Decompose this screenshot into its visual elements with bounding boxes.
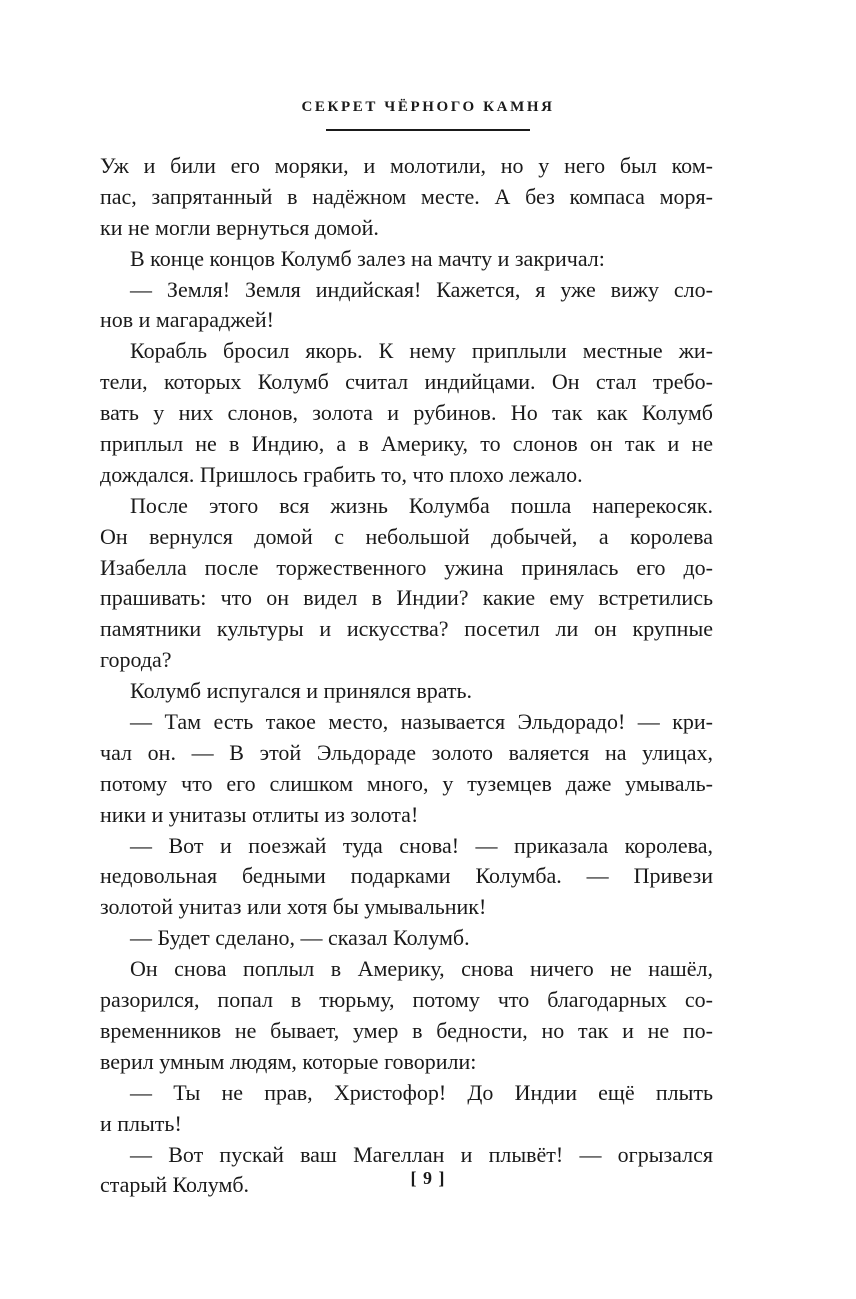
text-line: ники и унитазы отлиты из золота! bbox=[100, 801, 419, 827]
text-line: После этого вся жизнь Колумба пошла наперекосяк. bbox=[130, 492, 713, 518]
text-line: дождался. Пришлось грабить то, что плохо лежало. bbox=[100, 461, 583, 487]
text-line: временников не бывает, умер в бедности, но так и не по- bbox=[100, 1017, 713, 1043]
header-rule bbox=[326, 129, 530, 131]
text-line: В конце концов Колумб залез на мачту и закричал: bbox=[130, 245, 605, 271]
text-line: ки не могли вернуться домой. bbox=[100, 214, 379, 240]
text-line: верил умным людям, которые говорили: bbox=[100, 1048, 477, 1074]
text-line: приплыл не в Индию, а в Америку, то слонов он так и не bbox=[100, 431, 713, 457]
text-line: — Земля! Земля индийская! Кажется, я уже вижу сло- bbox=[130, 276, 713, 302]
text-line: — Вот и поезжай туда снова! — приказала королева, bbox=[130, 832, 713, 858]
text-line: вать у них слонов, золота и рубинов. Но так как Колумб bbox=[100, 400, 713, 426]
running-title: СЕКРЕТ ЧЁРНОГО КАМНЯ bbox=[301, 99, 555, 115]
text-line: золотой унитаз или хотя бы умывальник! bbox=[100, 894, 487, 920]
text-line: — Будет сделано, — сказал Колумб. bbox=[130, 925, 470, 951]
text-line: нов и магараджей! bbox=[100, 307, 274, 333]
text-line: потому что его слишком много, у туземцев даже умываль- bbox=[100, 770, 713, 796]
text-line: Он снова поплыл в Америку, снова ничего не нашёл, bbox=[130, 956, 713, 982]
text-line: города? bbox=[100, 647, 172, 673]
running-header bbox=[0, 98, 856, 116]
text-line: и плыть! bbox=[100, 1110, 182, 1136]
text-line: пас, запрятанный в надёжном месте. А без компаса моря- bbox=[100, 183, 713, 209]
text-line: недовольная бедными подарками Колумба. — Привези bbox=[100, 863, 713, 889]
text-line: разорился, попал в тюрьму, потому что благодарных со- bbox=[100, 987, 713, 1013]
text-line: старый Колумб. bbox=[100, 1172, 250, 1198]
page-number: [ 9 ] bbox=[410, 1168, 446, 1188]
text-line: — Вот пускай ваш Магеллан и плывёт! — огрызался bbox=[130, 1141, 713, 1167]
body-text bbox=[100, 151, 713, 1201]
text-line: Колумб испугался и принялся врать. bbox=[130, 678, 473, 704]
text-line: Он вернулся домой с небольшой добычей, а королева bbox=[100, 523, 713, 549]
text-line: Корабль бросил якорь. К нему приплыли местные жи- bbox=[130, 338, 713, 364]
text-line: — Ты не прав, Христофор! До Индии ещё плыть bbox=[130, 1079, 713, 1105]
text-line: — Там есть такое место, называется Эльдорадо! — кри- bbox=[130, 709, 713, 735]
text-line: Изабелла после торжественного ужина принялась его до- bbox=[100, 554, 713, 580]
text-line: памятники культуры и искусства? посетил ли он крупные bbox=[100, 616, 713, 642]
text-line: прашивать: что он видел в Индии? какие ему встретились bbox=[100, 585, 713, 611]
text-line: чал он. — В этой Эльдораде золото валяется на улицах, bbox=[100, 739, 713, 765]
text-line: тели, которых Колумб считал индийцами. Он стал требо- bbox=[100, 369, 713, 395]
text-line: Уж и били его моряки, и молотили, но у него был ком- bbox=[100, 153, 713, 178]
